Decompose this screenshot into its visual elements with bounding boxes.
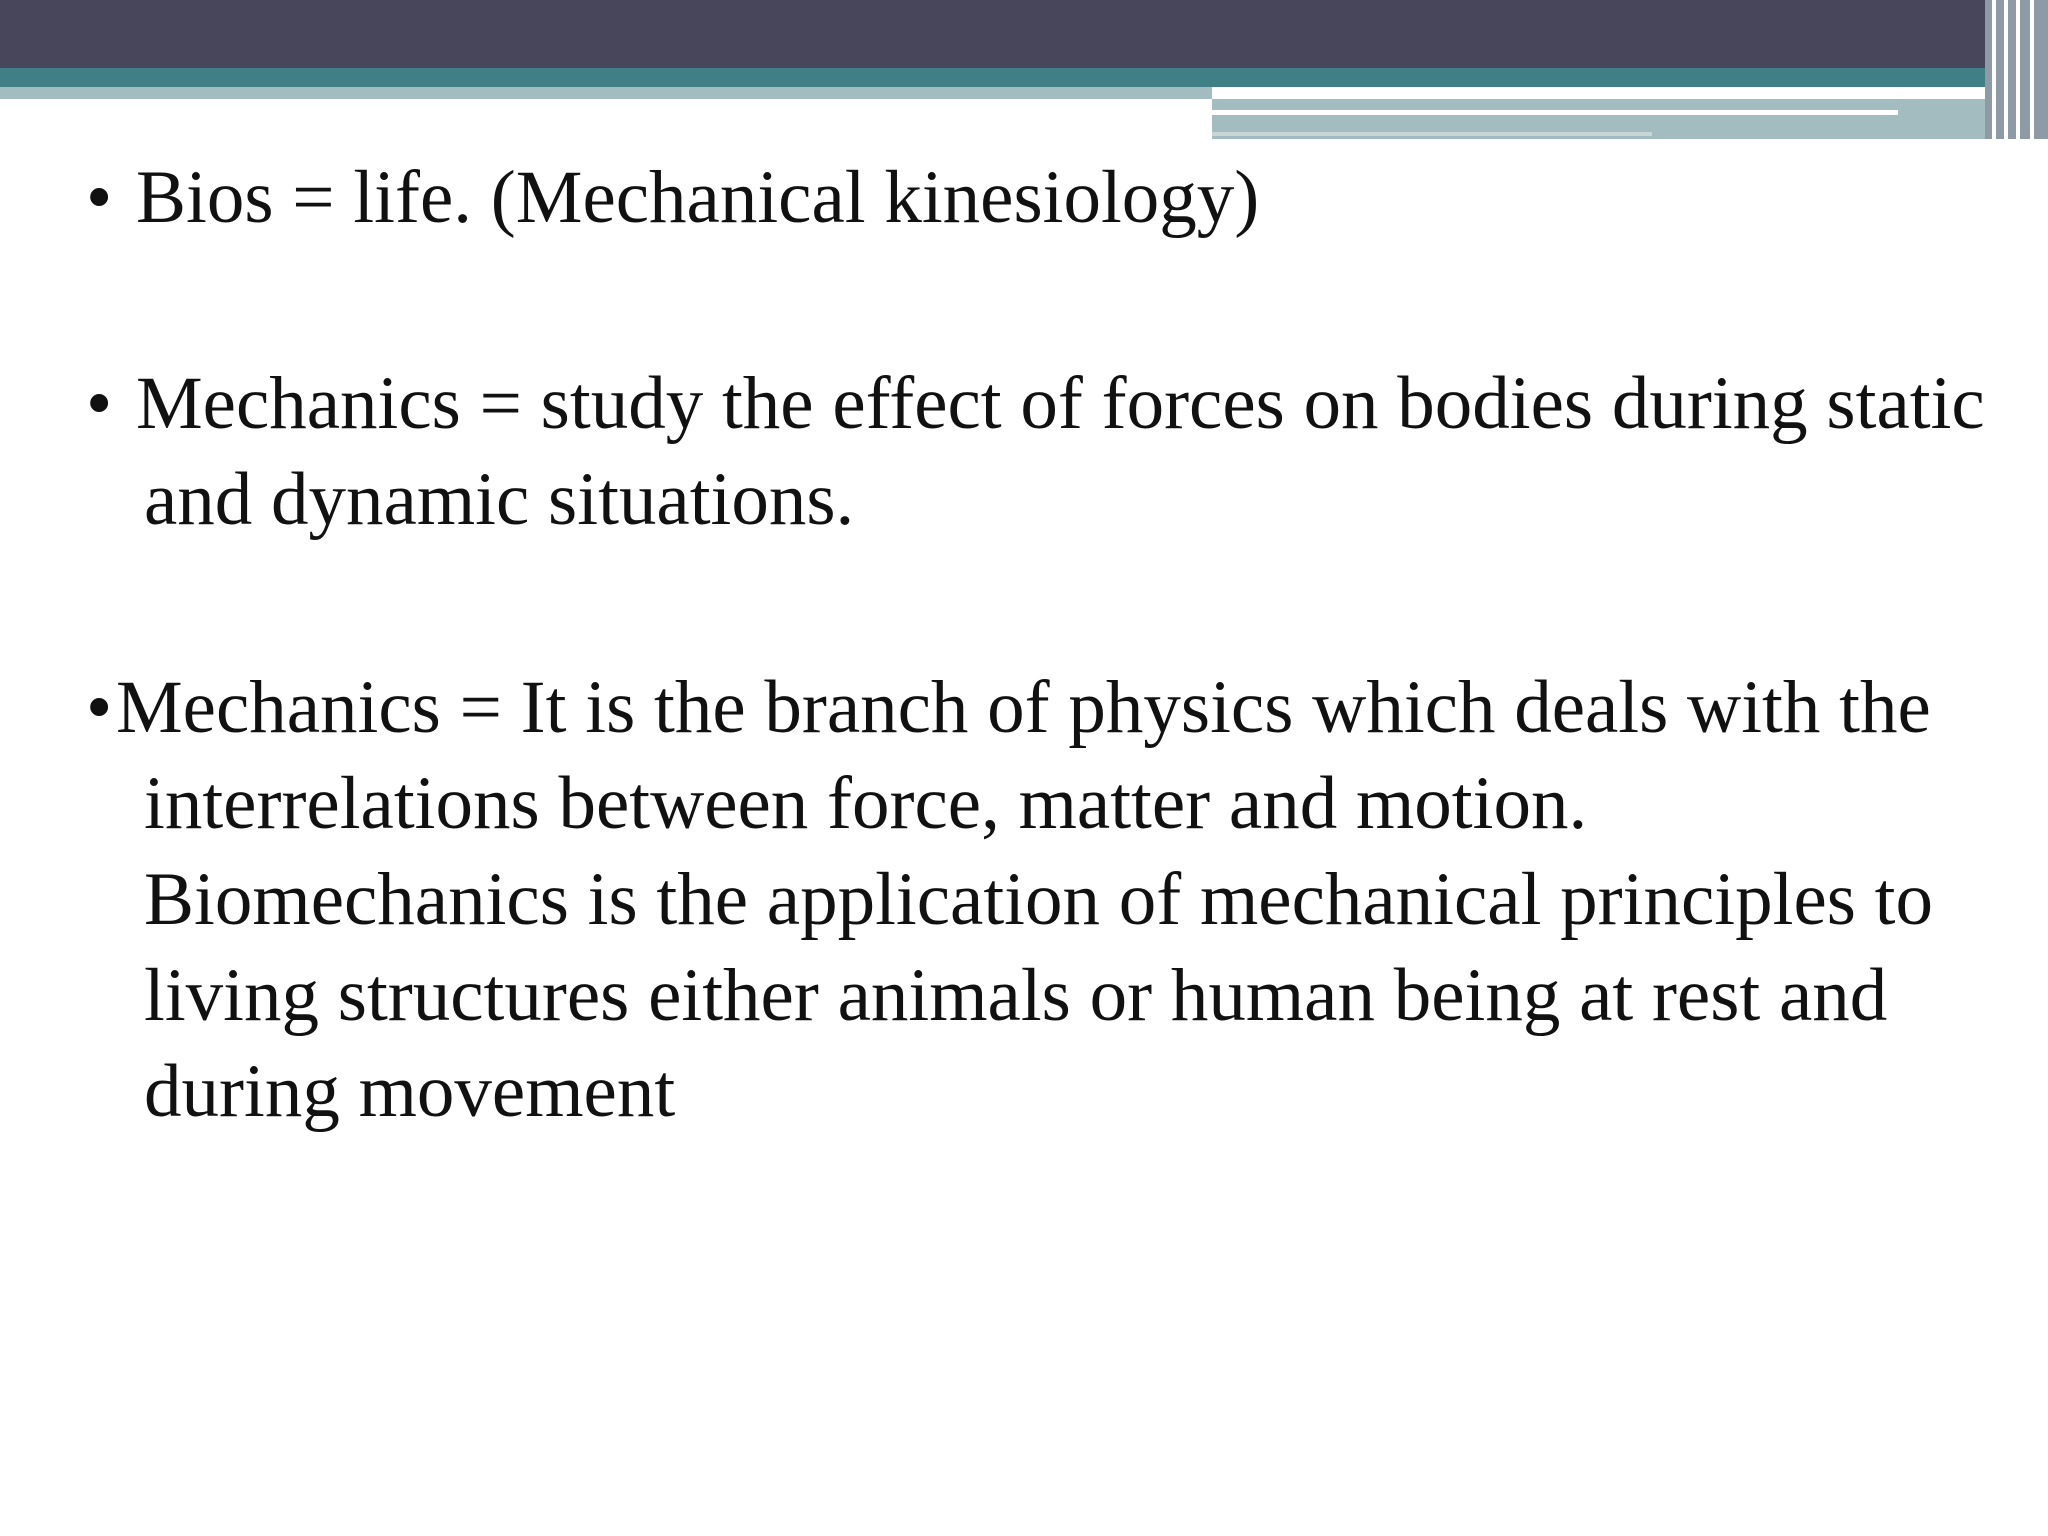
bullet-marker: • <box>86 666 113 749</box>
corner-stripe <box>2030 0 2034 139</box>
corner-stripe <box>2016 0 2020 139</box>
header-accent-line-short <box>1212 132 1652 136</box>
header-band-dark <box>0 0 2048 68</box>
header-accent-line <box>1212 110 1898 115</box>
bullet-text: Mechanics = study the effect of forces on bodies during static and dynamic situations. <box>136 362 1985 541</box>
header-band-light <box>0 87 1212 99</box>
bullet-item <box>86 356 1986 548</box>
bullet-marker: • <box>86 156 113 239</box>
bullet-item <box>86 660 1986 1140</box>
bullet-text: Mechanics = It is the branch of physics which deals with the interrelations between force, matter and motion. Biomechanics is the application of mechanical principles to living structures either animals or human being at rest and during movement <box>116 666 1934 1133</box>
bullet-item <box>86 150 1986 246</box>
slide-body <box>86 150 1986 1140</box>
header-band-teal <box>0 68 2048 87</box>
bullet-marker: • <box>86 362 113 445</box>
bullet-text: Bios = life. (Mechanical kinesiology) <box>136 156 1260 239</box>
corner-stripe <box>2004 0 2008 139</box>
corner-stripe <box>1992 0 1996 139</box>
